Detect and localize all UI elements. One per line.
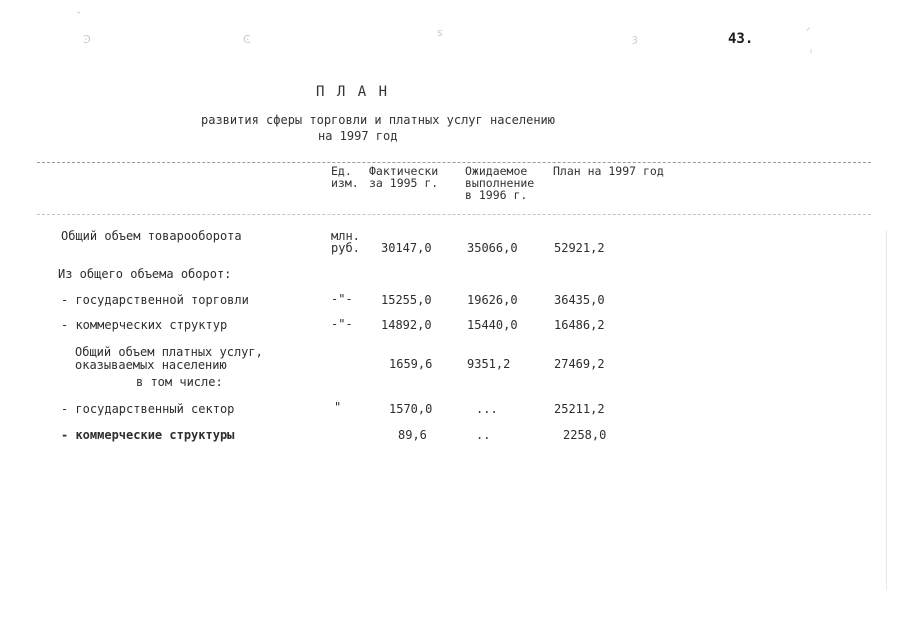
cell-expected-1996: 19626,0: [467, 293, 518, 307]
cell-actual-1995: 15255,0: [381, 293, 432, 307]
scan-speck: Ͼ: [243, 33, 251, 46]
column-header-expected: [465, 165, 534, 201]
cell-plan-1997: 25211,2: [554, 402, 605, 416]
scan-speck: ᐟ: [806, 25, 811, 38]
row-label-including: в том числе:: [136, 375, 223, 389]
row-label-state-sector: - государственный сектор: [61, 402, 235, 416]
page-number: 43.: [728, 31, 754, 47]
header-line: План на 1997 год: [553, 164, 664, 178]
unit-line: млн.: [331, 229, 360, 243]
subtitle-line-1: развития сферы торговли и платных услуг населению: [201, 113, 556, 127]
header-line: Фактически: [369, 164, 439, 178]
cell-expected-1996: ...: [476, 402, 498, 416]
row-unit: ": [334, 400, 342, 414]
column-header-plan: [553, 165, 664, 177]
scan-speck: ѕ: [437, 26, 443, 39]
cell-plan-1997: 2258,0: [563, 428, 607, 442]
scan-speck: ˇ: [76, 10, 82, 23]
row-label-paid-services: Общий объем платных услуг,: [75, 345, 263, 359]
cell-actual-1995: 1570,0: [389, 402, 433, 416]
document-title: П Л А Н: [316, 84, 390, 100]
cell-plan-1997: 52921,2: [554, 241, 605, 255]
cell-expected-1996: ..: [476, 428, 491, 442]
column-header-actual: [369, 165, 438, 189]
row-label-commercial-structures-services: - коммерческие структуры: [61, 428, 235, 442]
row-label-total-turnover: Общий объем товарооборота: [61, 229, 242, 243]
row-unit: -"-: [331, 317, 353, 331]
row-unit: -"-: [331, 292, 353, 306]
cell-plan-1997: 27469,2: [554, 357, 605, 371]
document-subtitle: [201, 112, 555, 144]
header-line: Ожидаемое: [465, 164, 528, 178]
header-line: изм.: [331, 176, 359, 190]
scan-speck: ᑊ: [810, 47, 813, 60]
cell-actual-1995: 30147,0: [381, 241, 432, 255]
header-line: выполнение: [465, 176, 535, 190]
cell-plan-1997: 16486,2: [554, 318, 605, 332]
cell-expected-1996: 9351,2: [467, 357, 511, 371]
header-line: Ед.: [331, 164, 352, 178]
header-line: в 1996 г.: [465, 188, 528, 202]
cell-actual-1995: 14892,0: [381, 318, 432, 332]
row-unit: [331, 230, 360, 254]
row-label-of-which: Из общего объема оборот:: [58, 267, 232, 281]
table-header-rule: [37, 214, 871, 215]
cell-actual-1995: 1659,6: [389, 357, 433, 371]
row-label-commercial-structures: - коммерческих структур: [61, 318, 228, 332]
scan-speck: Ͽ: [83, 33, 91, 46]
row-label-paid-services-cont: оказываемых населению: [75, 358, 227, 372]
column-header-unit: [331, 165, 359, 189]
cell-expected-1996: 35066,0: [467, 241, 518, 255]
scan-edge-line: [886, 230, 887, 590]
row-label-state-trade: - государственной торговли: [61, 293, 249, 307]
table-top-rule: [37, 162, 871, 163]
cell-actual-1995: 89,6: [398, 428, 427, 442]
unit-line: руб.: [331, 241, 360, 255]
header-line: за 1995 г.: [369, 176, 439, 190]
scan-speck: ȝ: [632, 32, 638, 45]
cell-expected-1996: 15440,0: [467, 318, 518, 332]
cell-plan-1997: 36435,0: [554, 293, 605, 307]
subtitle-line-2: на 1997 год: [318, 129, 398, 143]
